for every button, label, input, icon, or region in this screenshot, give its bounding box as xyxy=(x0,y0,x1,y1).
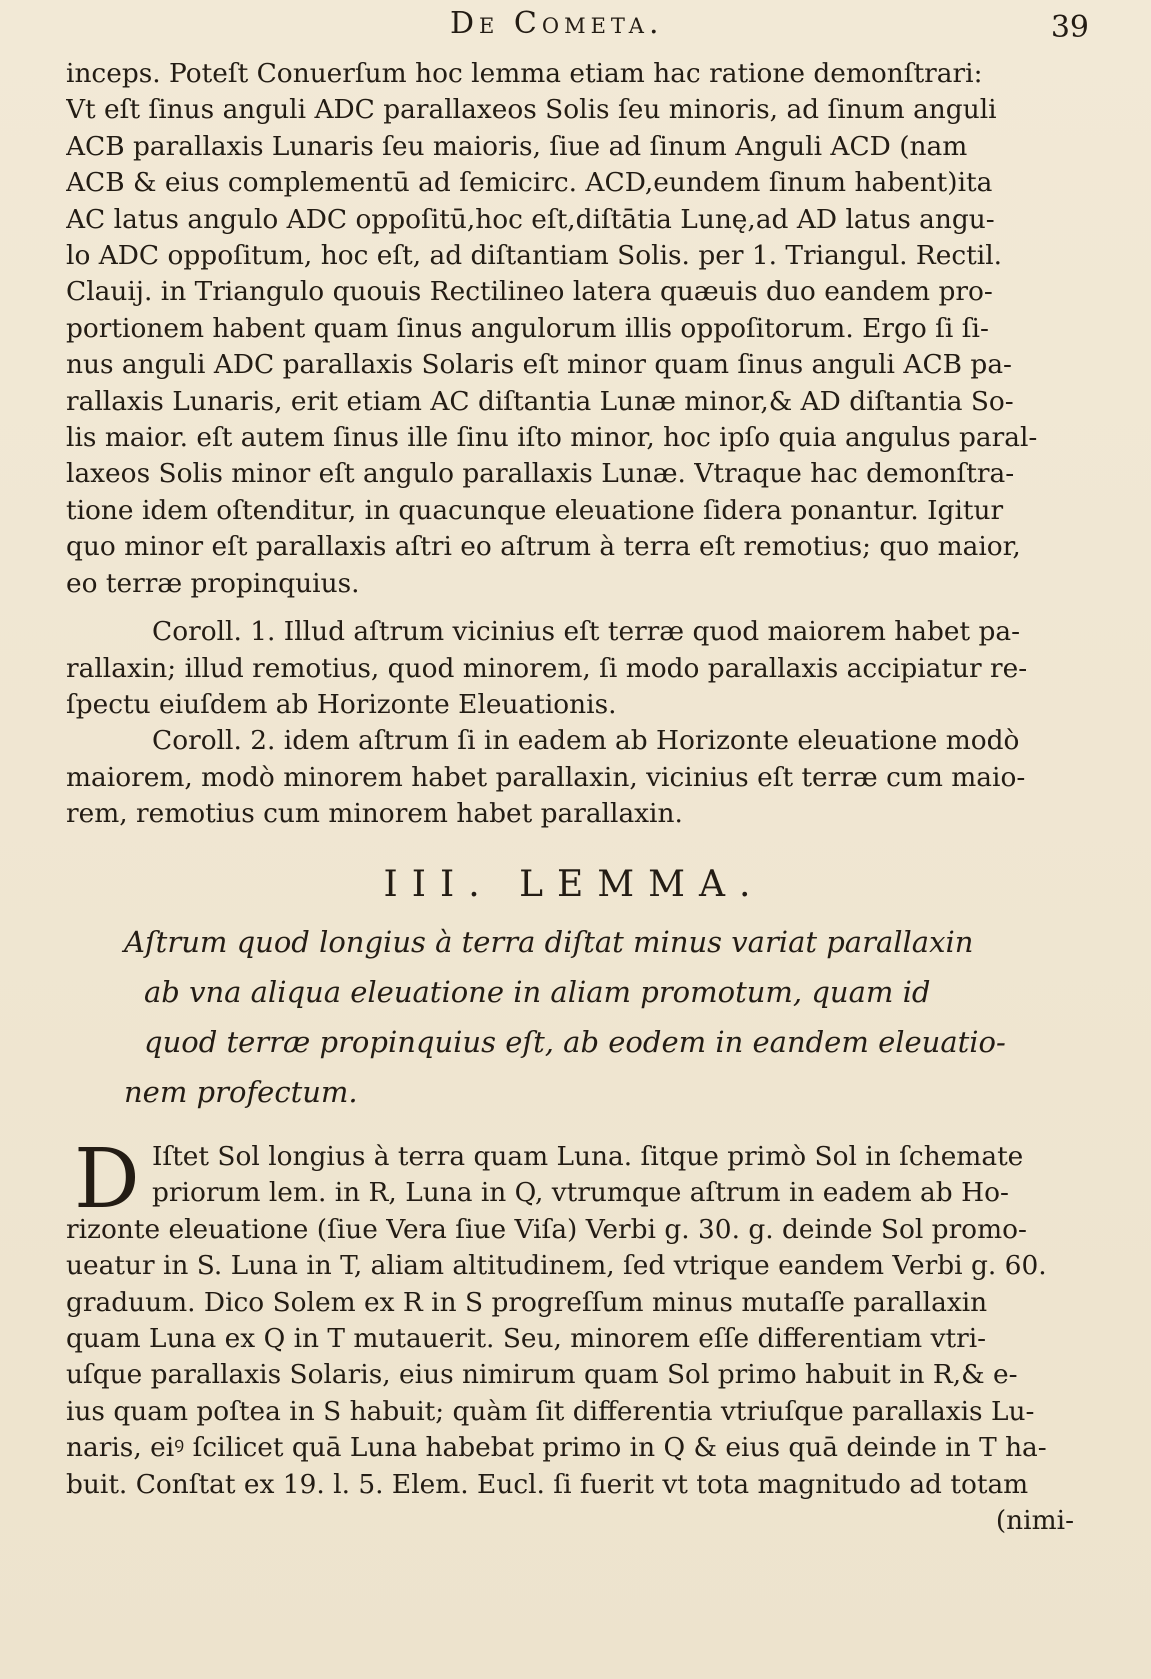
lemma-proposition xyxy=(66,917,1082,1117)
text-line: ACB & eius complementū ad ſemicirc. ACD,eundem ſinum habent)ita xyxy=(66,167,993,199)
lemma-heading: III. LEMMA. xyxy=(383,863,765,905)
drop-capital: D xyxy=(74,1131,140,1227)
text-line: quam Luna ex Q in T mutauerit. Seu, minorem eſſe differentiam vtri- xyxy=(66,1322,987,1354)
page-header xyxy=(0,4,1151,50)
proposition-line: quod terræ propinquius eſt, ab eodem in eandem eleuatio- xyxy=(144,1024,1006,1059)
text-line: quo minor eſt parallaxis aſtri eo aſtrum à terra eſt remotius; quo maior, xyxy=(66,531,1021,563)
text-line: maiorem, modò minorem habet parallaxin, vicinius eſt terræ cum maio- xyxy=(66,761,1026,793)
proposition-line: nem profectum. xyxy=(124,1074,358,1109)
text-line: rizonte eleuatione (ſiue Vera ſiue Viſa) Verbi g. 30. g. deinde Sol promo- xyxy=(66,1213,1027,1245)
lemma-proof xyxy=(66,1131,1082,1539)
main-text xyxy=(66,56,1082,1539)
text-line: eo terræ propinquius. xyxy=(66,567,360,599)
text-line: laxeos Solis minor eſt angulo parallaxis Lunæ. Vtraque hac demonſtra- xyxy=(66,458,1015,490)
text-line: graduum. Dico Solem ex R in S progreſſum minus mutaſſe parallaxin xyxy=(66,1286,988,1318)
text-line: Vt eſt ſinus anguli ADC parallaxeos Solis ſeu minoris, ad ſinum anguli xyxy=(66,94,997,126)
proposition-line: Aſtrum quod longius à terra diſtat minus variat parallaxin xyxy=(124,924,974,959)
text-line: AC latus angulo ADC oppoſitū,hoc eſt,diſtātia Lunę,ad AD latus angu- xyxy=(66,203,995,235)
text-line: tione idem oſtenditur, in quacunque eleuatione ſidera ponantur. Igitur xyxy=(66,494,1004,526)
text-line: rallaxis Lunaris, erit etiam AC diſtantia Lunæ minor,& AD diſtantia So- xyxy=(66,385,1014,417)
catchword: (nimi- xyxy=(995,1505,1074,1536)
text-line: nus anguli ADC parallaxis Solaris eſt minor quam ſinus anguli ACB pa- xyxy=(66,349,1012,381)
text-line: buit. Conſtat ex 19. l. 5. Elem. Eucl. ſi fuerit vt tota magnitudo ad totam xyxy=(66,1468,1029,1500)
text-line: ſpectu eiuſdem ab Horizonte Eleuationis. xyxy=(66,688,617,720)
text-line: Coroll. 2. idem aſtrum ſi in eadem ab Horizonte eleuatione modò xyxy=(152,725,1020,757)
text-line: ius quam poſtea in S habuit; quàm ſit differentia vtriuſque parallaxis Lu- xyxy=(66,1395,1035,1427)
text-line: ueatur in S. Luna in T, aliam altitudinem, ſed vtrique eandem Verbi g. 60. xyxy=(66,1250,1047,1282)
paragraph-proof-continuation xyxy=(66,56,1082,602)
page-number: 39 xyxy=(1050,10,1089,45)
text-line: Iſtet Sol longius à terra quam Luna. ſitque primò Sol in ſchemate xyxy=(152,1140,1024,1172)
text-line: rem, remotius cum minorem habet parallaxin. xyxy=(66,798,683,830)
text-line: uſque parallaxis Solaris, eius nimirum quam Sol primo habuit in R,& e- xyxy=(66,1359,1018,1391)
text-line: portionem habent quam ſinus angulorum illis oppoſitorum. Ergo ſi ſi- xyxy=(66,312,989,344)
text-line: ACB parallaxis Lunaris ſeu maioris, ſiue ad ſinum Anguli ACD (nam xyxy=(66,130,968,162)
text-line: lis maior. eſt autem ſinus ille ſinu iſto minor, hoc ipſo quia angulus paral- xyxy=(66,422,1038,454)
text-line: inceps. Poteſt Conuerſum hoc lemma etiam hac ratione demonſtrari: xyxy=(66,58,983,89)
corollary-2 xyxy=(66,723,1082,832)
text-line: Clauij. in Triangulo quouis Rectilineo latera quæuis duo eandem pro- xyxy=(66,276,993,308)
proposition-line: ab vna aliqua eleuatione in aliam promotum, quam id xyxy=(144,974,931,1009)
text-line: naris, eiꝰ ſcilicet quā Luna habebat primo in Q & eius quā deinde in T ha- xyxy=(66,1432,1047,1464)
text-line: lo ADC oppoſitum, hoc eſt, ad diſtantiam Solis. per 1. Triangul. Rectil. xyxy=(66,240,1003,272)
text-line: Coroll. 1. Illud aſtrum vicinius eſt terræ quod maiorem habet pa- xyxy=(152,616,1021,648)
text-line: rallaxin; illud remotius, quod minorem, ſi modo parallaxis accipiatur re- xyxy=(66,652,1028,684)
running-title: De Cometa. xyxy=(450,6,664,41)
text-line: priorum lem. in R, Luna in Q, vtrumque aſtrum in eadem ab Ho- xyxy=(152,1177,1009,1209)
corollary-1 xyxy=(66,614,1082,723)
